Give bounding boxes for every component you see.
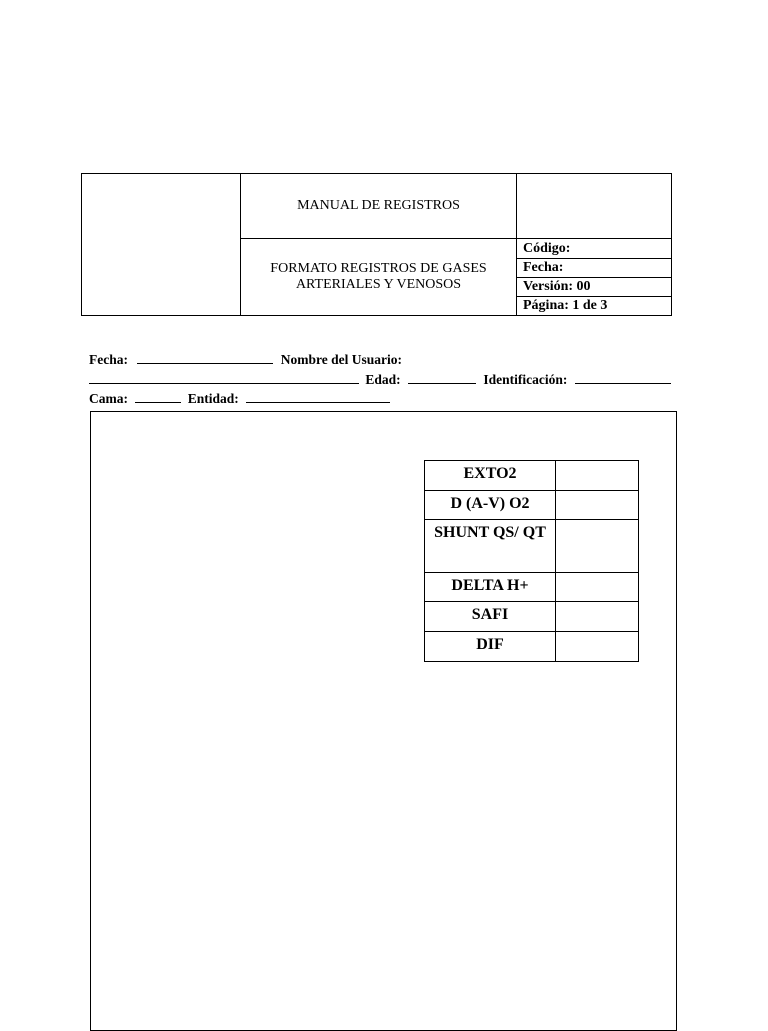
calc-label-safi: SAFI — [425, 602, 556, 632]
fecha-doc-label: Fecha: — [517, 258, 672, 277]
edad-label: Edad: — [365, 371, 401, 387]
calc-label-delta-h: DELTA H+ — [425, 573, 556, 602]
table-row — [425, 520, 639, 573]
calc-value-dif[interactable] — [556, 632, 639, 662]
calc-label-dif: DIF — [425, 632, 556, 662]
entidad-label: Entidad: — [187, 391, 239, 406]
fields-line-3 — [89, 389, 679, 409]
fecha-label: Fecha: — [89, 352, 128, 367]
fields-line-1 — [89, 350, 679, 370]
cama-label: Cama: — [89, 391, 128, 406]
calc-label-dav-o2: D (A-V) O2 — [425, 491, 556, 520]
logo-cell — [82, 174, 241, 316]
header-blank-cell — [517, 174, 672, 239]
calc-table — [424, 460, 639, 662]
edad-field[interactable] — [408, 370, 476, 384]
calc-value-dav-o2[interactable] — [556, 491, 639, 520]
patient-fields — [89, 350, 679, 409]
calc-value-delta-h[interactable] — [556, 573, 639, 602]
manual-title: MANUAL DE REGISTROS — [241, 174, 517, 239]
table-row — [425, 632, 639, 662]
entidad-field[interactable] — [246, 389, 390, 403]
table-row — [425, 461, 639, 491]
fields-line-2 — [89, 370, 679, 390]
table-row — [425, 573, 639, 602]
format-title — [241, 239, 517, 316]
calc-value-shunt[interactable] — [556, 520, 639, 573]
document-header — [81, 173, 672, 316]
cama-field[interactable] — [135, 389, 181, 403]
format-title-line1: FORMATO REGISTROS DE GASES — [270, 261, 487, 277]
pagina-label: Página: 1 de 3 — [517, 296, 672, 315]
nombre-label: Nombre del Usuario: — [280, 352, 402, 367]
codigo-label: Código: — [517, 239, 672, 258]
version-label: Versión: 00 — [517, 277, 672, 296]
identificacion-field[interactable] — [575, 370, 671, 384]
calc-value-exto2[interactable] — [556, 461, 639, 491]
format-title-line2: ARTERIALES Y VENOSOS — [295, 277, 462, 293]
calc-value-safi[interactable] — [556, 602, 639, 632]
calc-label-exto2: EXTO2 — [425, 461, 556, 491]
nombre-field[interactable] — [89, 370, 359, 384]
table-row — [425, 602, 639, 632]
identificacion-label: Identificación: — [483, 371, 568, 387]
table-row — [425, 491, 639, 520]
fecha-field[interactable] — [137, 350, 273, 364]
calc-label-shunt: SHUNT QS/ QT — [425, 520, 556, 573]
